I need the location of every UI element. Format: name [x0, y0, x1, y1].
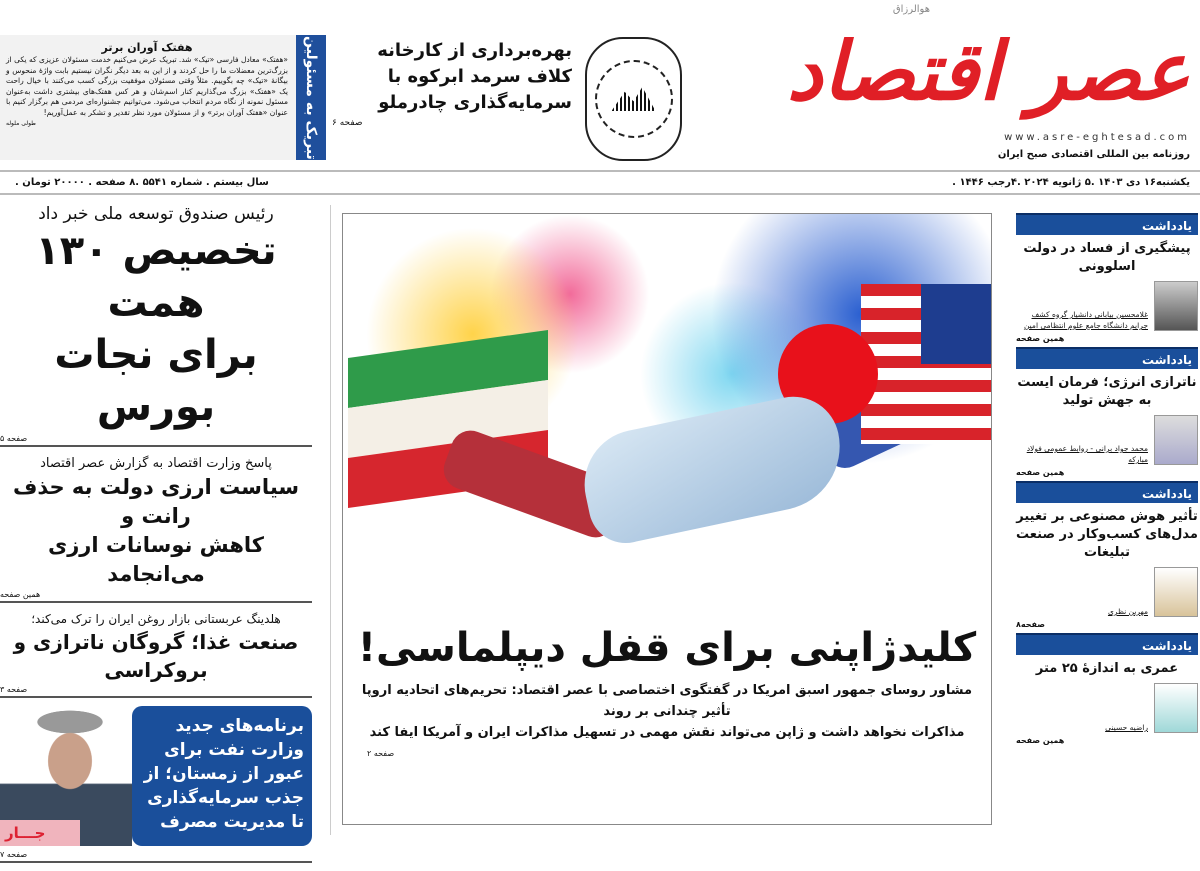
ad-page-ref: صفحه ۶: [332, 118, 363, 128]
note-title[interactable]: پیشگیری از فساد در دولت اسلوونی: [1023, 241, 1191, 274]
story4-headline[interactable]: برنامه‌های جدید وزارت نفت برای عبور از زمستان؛ از جذب سرمایه‌گذاری تا مدیریت مصرف: [132, 706, 312, 846]
invocation: هوالرزاق: [892, 4, 930, 15]
note-page: صفحه۸: [1016, 620, 1045, 629]
note-author: راضیه حسینی: [1105, 723, 1148, 732]
minister-photo: [0, 706, 132, 846]
left-column: [0, 203, 312, 871]
note-4[interactable]: [1016, 633, 1198, 745]
subtitle-line: مشاور روسای جمهور اسبق امریکا در گفتگوی اختصاصی با عصر اقتصاد: تحریم‌های اتحادیه اروپا تأثیر چندانی بر روند: [361, 683, 973, 719]
story1-kicker: رئیس صندوق توسعه ملی خبر داد: [38, 204, 274, 224]
story1-headline[interactable]: تخصیص ۱۳۰ همت: [35, 228, 277, 326]
note-label: یادداشت: [1016, 213, 1198, 235]
main-headline[interactable]: کلیدژاپنی برای قفل دیپلماسی!: [357, 625, 977, 671]
story1-page: صفحه ۵: [0, 433, 312, 447]
story4: [0, 706, 312, 846]
note-page: همین صفحه: [1016, 736, 1065, 745]
column-body: «هفتک» معادل فارسی «تیک» شد. تبریک عرض می‌کنیم خدمت مسئولان عزیزی که یکی از بزرگ‌ترین معضلات ما را حل کردند و از این به بعد دیگر نگران نیستیم بابت واژهٔ منحوس و بیگانهٔ «تیک» چه بگوییم. مثلاً وقتی مسئولان موفقیت بزرگی کسب می‌کنند با خیال راحت یک «هفتک» بزرگ می‌گذاریم کنار اسم‌شان و هر کس هفتک‌های بیشتری داشت به‌عنوان مسئول نمونه از نگاه مردم انتخاب می‌شود. می‌توانیم جشنواره‌ای مردمی هم برگزار کنیم با عنوان «هفتک آوران برتر» و از مسئولان مورد نظر تقدیر و تشکر به عمل‌آوریم!: [6, 55, 288, 117]
note-title[interactable]: تأثیر هوش مصنوعی بر تغییر مدل‌های کسب‌وکار در صنعت تبلیغات: [1016, 509, 1198, 560]
column-divider: [330, 205, 331, 835]
note-label: یادداشت: [1016, 633, 1198, 655]
author-photo: [1154, 683, 1198, 733]
column-tab: تبریک به مسئولین: [296, 35, 326, 160]
chadormalu-logo: [585, 37, 682, 161]
main-page: صفحه ۲: [367, 749, 395, 758]
note-1[interactable]: [1016, 213, 1198, 343]
author-photo: [1154, 281, 1198, 331]
ad-headline[interactable]: بهره‌برداری از کارخانه کلاف سرمد ابرکوه با سرمایه‌گذاری چادرملو: [377, 40, 572, 113]
us-flag: [861, 284, 991, 444]
story1-headline-2[interactable]: برای نجات بورس: [54, 332, 258, 430]
note-2[interactable]: [1016, 347, 1198, 477]
handshake: [574, 388, 851, 550]
divider: [0, 170, 1200, 172]
note-author: محمد جواد برانی - روابط عمومی فولاد مبارکه: [1026, 444, 1148, 464]
note-label: یادداشت: [1016, 481, 1198, 503]
main-story-text: [343, 614, 991, 762]
newspaper-logo[interactable]: [750, 16, 1190, 128]
story2-headline[interactable]: سیاست ارزی دولت به حذف رانت و: [12, 475, 300, 528]
story2-headline-2[interactable]: کاهش نوسانات ارزی می‌انجامد: [47, 533, 265, 586]
story2-kicker: پاسخ وزارت اقتصاد به گزارش عصر اقتصاد: [40, 456, 272, 471]
note-title[interactable]: ناترازی انرژی؛ فرمان ایست به جهش تولید: [1017, 375, 1197, 408]
story3-kicker: هلدینگ عربستانی بازار روغن ایران را ترک می‌کند؛: [31, 612, 281, 626]
note-page: همین صفحه: [1016, 468, 1065, 477]
jar-stamp: جـــار: [0, 820, 80, 846]
website[interactable]: www.asre-eghtesad.com: [1004, 132, 1190, 143]
divider: [0, 193, 1200, 195]
column-title[interactable]: هفتک آوران برتر: [101, 41, 193, 54]
ad-block: [332, 38, 572, 128]
main-subtitle: [351, 680, 983, 743]
column-signature: طولی ملوله: [6, 120, 36, 127]
subtitle-line: مذاکرات نخواهد داشت و ژاپن می‌تواند نقش مهمی در تسهیل مذاکرات ایران و آمریکا ایفا کند: [369, 725, 965, 740]
note-author: غلامحسین بیابانی دانشیار گروه کشف جرایم دانشگاه جامع علوم انتظامی امین: [1023, 310, 1148, 330]
story3-headline[interactable]: صنعت غذا؛ گروگان ناترازی و بروکراسی: [13, 630, 299, 682]
handshake-illustration[interactable]: [343, 214, 991, 614]
note-3[interactable]: [1016, 481, 1198, 629]
author-photo: [1154, 415, 1198, 465]
story2-page: همین صفحه: [0, 589, 312, 603]
main-story-frame: [342, 213, 992, 825]
tagline: روزنامه بین المللی اقتصادی صبح ایران: [997, 149, 1190, 160]
issue-info: سال بیستم . شماره ۵۵۴۱ .۸ صفحه . ۲۰۰۰۰ تومان .: [15, 177, 269, 188]
note-author: مهرین نظری: [1107, 607, 1148, 616]
logo-wordmark: عصر اقتصاد: [786, 24, 1190, 118]
story4-page: صفحه ۷: [0, 849, 312, 863]
note-page: همین صفحه: [1016, 334, 1065, 343]
author-photo: [1154, 567, 1198, 617]
note-title[interactable]: عمری به اندازهٔ ۲۵ متر: [1035, 661, 1179, 676]
mountain-icon: [612, 87, 656, 111]
column-box: [0, 35, 326, 160]
story3-page: صفحه ۳: [0, 684, 312, 698]
notes-column: [1016, 213, 1198, 745]
issue-date: یکشنبه۱۶ دی ۱۴۰۳ .۵ ژانویه ۲۰۲۴ .۴رجب ۱۴۴۶ .: [952, 177, 1190, 188]
note-label: یادداشت: [1016, 347, 1198, 369]
